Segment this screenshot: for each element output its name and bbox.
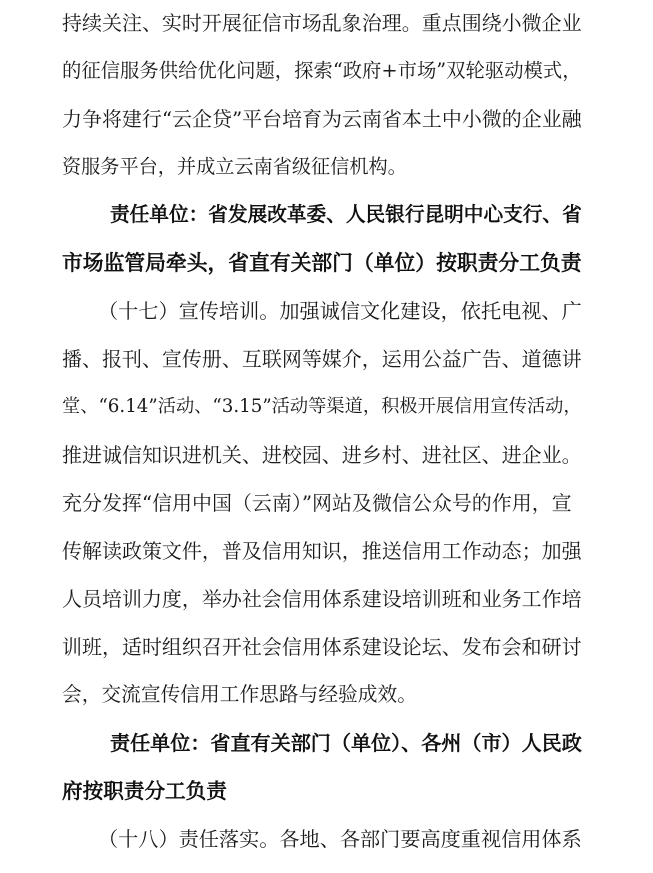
paragraph-line: 的征信服务供给优化问题，探索“政府+市场”双轮驱动模式， [62,59,582,82]
paragraph-line: 推进诚信知识进机关、进校园、进乡村、进社区、进企业。 [62,443,582,467]
paragraph-line: 持续关注、实时开展征信市场乱象治理。重点围绕小微企业 [62,11,582,35]
responsibility-line: 府按职责分工负责 [62,779,227,803]
paragraph-line: 传解读政策文件，普及信用知识，推送信用工作动态；加强 [62,539,582,563]
responsibility-line: 市场监管局牵头，省直有关部门（单位）按职责分工负责 [62,250,582,275]
paragraph-line: 会，交流宣传信用工作思路与经验成效。 [62,683,417,706]
paragraph-line: 训班，适时组织召开社会信用体系建设论坛、发布会和研讨 [62,635,582,659]
paragraph-line: 充分发挥“信用中国（云南）”网站及微信公众号的作用，宣 [62,491,572,515]
paragraph-line: 堂、“6.14”活动、“3.15”活动等渠道，积极开展信用宣传活动， [62,396,582,417]
paragraph-line: 播、报刊、宣传册、互联网等媒介，运用公益广告、道德讲 [62,347,582,371]
paragraph-line: 人员培训力度，举办社会信用体系建设培训班和业务工作培 [62,587,582,611]
responsibility-line: 责任单位：省发展改革委、人民银行昆明中心支行、省 [110,203,582,226]
paragraph-line: 资服务平台，并成立云南省级征信机构。 [62,155,407,178]
paragraph-line: （十八）责任落实。各地、各部门要高度重视信用体系 [98,827,582,851]
paragraph-line: （十七）宣传培训。加强诚信文化建设，依托电视、广 [98,299,582,323]
responsibility-line: 责任单位：省直有关部门（单位）、各州（市）人民政 [110,731,582,755]
paragraph-line: 力争将建行“云企贷”平台培育为云南省本土中小微的企业融 [62,107,582,131]
